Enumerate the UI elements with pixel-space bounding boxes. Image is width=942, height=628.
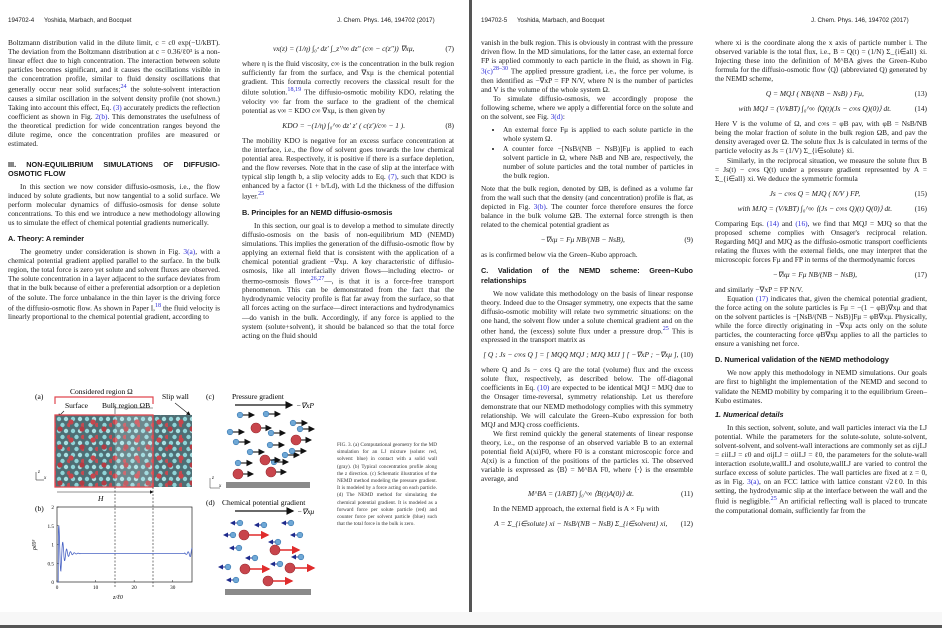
- subsection-heading: B. Principles for an NEMD diffusio-osmosis: [242, 207, 393, 217]
- page-number: 194702-5: [481, 17, 508, 24]
- surface-label: Surface: [65, 401, 88, 410]
- equation-7: vx(z) = (1/η) ∫₀ᶻ dz′ ∫_z′^∞ dz″ (c∞ − c(z″)) ∇xμ, (7): [273, 44, 454, 53]
- subsection-heading: D. Numerical validation of the NEMD methodology: [715, 355, 889, 365]
- equation-16: with MJQ = (V/kBT) ∫₀^∞ ⟨(Js − c∞s Q)(t) Q(0)⟩ dt. (16): [737, 203, 927, 213]
- bulk-region-label: Bulk region ΩB: [102, 401, 151, 410]
- subsection-heading: A. Theory: A reminder: [8, 234, 85, 244]
- figure-link[interactable]: 3(a): [747, 476, 759, 486]
- equation-9: −∇xμ = Fμ NB/(NB − NsB), (9): [540, 235, 693, 245]
- axis-label-x: x: [44, 476, 47, 481]
- running-authors: Yoshida, Marbach, and Bocquet: [517, 17, 605, 24]
- solvent-particle: [252, 555, 258, 561]
- paragraph: In this section, solvent, solute, and wall particles interact via the LJ potential. While the parameters for the solute-solute, solute-solvent, solvent-solvent, and solvent-wall interactions are commonly set as εijLJ = εiiLJ = ε0 and σijLJ = σiiLJ = ℓ0, the parameters for the solute-wall interaction εsolute,wallLJ and σsolute,wallLJ are varied to control the surface excess of solute particles. The wall particles are fixed at z = 0, as in Fig. 3(a), on an FCC lattice with lattice constant √2ℓ0. In this setting, the hydrodynamic slip at the interface between the wall and the fluid is negligible.$^{25}$ An artificial reflecting wall is placed to truncate the computational domain, sufficiently far from the: [715, 422, 928, 515]
- solute-particle: [240, 564, 250, 574]
- equation-link[interactable]: (10): [537, 383, 550, 393]
- solute-particle: [251, 423, 261, 433]
- equation-link[interactable]: (16): [795, 218, 808, 228]
- bullet-item: • An external force Fμ is applied to each solute particle in the whole system Ω.: [503, 125, 693, 143]
- equation-15: Js − c∞s Q = MJQ ( N/V ) FP, (15): [769, 188, 927, 198]
- axis-label-x-c: x: [219, 484, 222, 489]
- H-label: H: [98, 494, 104, 503]
- solute-particle: [260, 455, 270, 465]
- citation-link[interactable]: 25: [770, 496, 777, 503]
- citation-link[interactable]: 28–30: [492, 66, 509, 73]
- paragraph: In this section we now consider diffusio-osmosis, i.e., the flow induced by solute gradients, but now tangential to a solid surface. We perform molecular dynamics of diffusio-osmosis for dense solute concentrations. To this end we introduce a new methodology allowing us to simulate the effect of chemical potential gradients numerically.: [8, 182, 220, 228]
- pressure-particles: [227, 411, 314, 479]
- citation-link[interactable]: 18: [154, 302, 162, 309]
- panel-label-b: (b): [35, 504, 44, 513]
- solvent-particle: [297, 532, 303, 538]
- right-column-1: [481, 38, 693, 534]
- solvent-particle: [282, 452, 288, 458]
- y-tick-label: 2: [51, 505, 54, 511]
- right-page: [473, 0, 942, 620]
- solvent-particle: [237, 412, 243, 418]
- panel-label-d: (d): [206, 498, 215, 507]
- citation-link[interactable]: 26,27: [310, 275, 325, 282]
- solute-particle: [233, 469, 243, 479]
- considered-region-label: Considered region Ω: [70, 387, 133, 396]
- solvent-particle: [298, 554, 304, 560]
- citation-link[interactable]: 18,19: [287, 87, 302, 94]
- y-tick-label: 0.5: [47, 561, 54, 568]
- solute-particle: [285, 563, 295, 573]
- equation-12: A = Σ_{i∈solute} xi − NsB/(NB − NsB) Σ_{i∈solvent} xi, (12): [494, 519, 693, 529]
- axis-label-z: z: [38, 470, 40, 475]
- paragraph: and similarly −∇xP = FP N/V.: [715, 285, 804, 295]
- solvent-particle: [263, 411, 269, 417]
- figure-link[interactable]: 3(a): [183, 247, 196, 257]
- paragraph: where η is the fluid viscosity, c∞ is the concentration in the bulk region sufficiently far from the surface, and ∇xμ is the chemical potential gradient. This formula correctly recovers the classical result for the dilute solution.$^{18,19}$ The diffusio-osmotic mobility KDO, relating the velocity v∞ far from the surface to the gradient of the chemical potential as v∞ = KDO c∞ ∇xμ, is then given by: [242, 59, 455, 115]
- section-heading: III. NON-EQUILIBRIUM SIMULATIONS OF DIFFUSIO-OSMOTIC FLOW: [8, 160, 220, 178]
- solvent-particle: [233, 439, 239, 445]
- slip-wall-pointer: [175, 403, 190, 415]
- density-curve: [57, 526, 192, 582]
- equation-11: M^BA = (1/kBT) ∫₀^∞ ⟨B(t)A(0)⟩ dt. (11): [528, 488, 693, 498]
- pressure-gradient-label: Pressure gradient: [232, 392, 284, 401]
- equation-10: [ Q ; Js − c∞s Q ] = [ MQQ MQJ ; MJQ MJJ ] [ −∇xP ; −∇xμ ], (10): [483, 350, 693, 360]
- paragraph: Similarly, in the reciprocal situation, we measure the solute flux B = Js(t) − c∞s Q(t) under a pressure gradient represented by A = Σ_{i∈all} xi. We deduce the symmetric formula: [715, 155, 927, 183]
- running-authors: Yoshida, Marbach, and Bocquet: [44, 17, 132, 24]
- solute-particle: [239, 530, 249, 540]
- plot-x-axis-label: z/ℓ0: [113, 594, 123, 601]
- solvent-particle: [261, 522, 267, 528]
- paragraph: Boltzmann distribution valid in the dilute limit, c = c0 exp(−U/kBT). The deviation from the Boltzmann distribution at c = 0.36/ℓ0³ is a non-linear effect due to high concentration. The interaction between solute particles becomes significant, and it causes the oscillations visible in the concentration profile, similar to fluid density oscillations that generally occur near solid surfaces;$^{24}$ the solute-solvent interaction causes a similar oscillation in the solvent density profile (not shown.) Taking into account this effect, Eq. (3) accurately predicts the reflection coefficient as shown in Fig. 2(b). This demonstrates the usefulness of the theoretical prediction for wide concentration ranges beyond the dilute regime, once the concentration profiles are measured or estimated.: [8, 38, 220, 148]
- chem-gradient-label: Chemical potential gradient: [222, 498, 306, 507]
- paragraph: Here V is the volume of Ω, and c∞s = φB ρav, with φB = NsB/NB being the molar fraction of solute in the bulk region ΩB, and ρav the density averaged over Ω. The solute flux Js is calculated in terms of the particle velocity as Js = (1/V) Σ_{i∈solute} ẋi.: [715, 119, 927, 156]
- solvent-particle: [227, 429, 233, 435]
- y-tick-label: 1.5: [47, 523, 54, 530]
- solvent-particle: [237, 520, 243, 526]
- paragraph: In the NEMD approach, the external field is A × Fμ with: [493, 503, 660, 513]
- solvent-particle: [275, 539, 281, 545]
- paragraph: where Q and Js − c∞s Q are the total (volume) flux and the excess solute flux, respectively, as described below. The off-diagonal coefficients in Eq. (10) are expected to be identical MQJ = MJQ due to the Onsager time-reversal, symmetry relationship. Let us therefore demonstrate that our NEMD methodology complies with this symmetry relationship. We will calculate the Green–Kubo expression for both MQJ and MJQ cross coefficients.: [481, 365, 693, 429]
- subsubsection-heading: 1. Numerical details: [715, 409, 784, 419]
- solvent-particle: [277, 561, 283, 567]
- equation-17: −∇xμ = Fμ NB/(NB − NsB), (17): [772, 269, 927, 279]
- solute-particle: [291, 435, 301, 445]
- left-column-2: [242, 38, 454, 340]
- bulk-region-highlight: [115, 415, 153, 487]
- figure-link[interactable]: 3(c): [481, 66, 493, 76]
- y-tick-label: 0: [51, 580, 54, 586]
- solvent-particle: [233, 577, 239, 583]
- axis-label-z-c: z: [212, 476, 214, 481]
- panel-label-c: (c): [206, 392, 215, 401]
- bullet-list: [481, 125, 693, 180]
- equation-link[interactable]: (17): [755, 294, 769, 304]
- solvent-particle: [267, 442, 273, 448]
- x-tick-label: 10: [92, 585, 99, 591]
- solvent-particle: [247, 449, 253, 455]
- equation-14: with MQJ = (V/kBT) ∫₀^∞ ⟨Q(t)(Js − c∞s Q)(0)⟩ dt. (14): [738, 104, 927, 114]
- right-column-2: [715, 38, 927, 515]
- paragraph: The mobility KDO is negative for an excess surface concentration at the interface, i.e., the flow of solvent goes towards the low chemical potential area. Respectively, it is positive if there is a surface depletion, and the flow reverses. Note that in the case of slip at the interface with typical slip length b, a slip velocity adds to Eq. (7), such that KDO is enhanced by a factor (1 + b/Ld), with Ld the thickness of the diffusion layer.$^{25}$: [242, 135, 455, 201]
- paragraph: We first remind quickly the general statements of linear response theory, i.e., on the response of an observed variable B to an external potential field A(xi)F0, where F0 is a constant microscopic force and A(xi) is a function of the positions of the particles xi. The observed variable is expressed as ⟨B⟩ = M^BA F0, where ⟨·⟩ is the ensemble average, and: [481, 428, 693, 483]
- plot-frame: [57, 507, 192, 582]
- paragraph: where xi is the coordinate along the x axis of particle number i. The observed variable is the total flux, i.e., B = Q(t) = (1/N) Σ_{i∈all} ẋi. Injecting these into the definition of M^BA gives the Green–Kubo formula for the diffusio-osmotic flow ⟨Q⟩ (abbreviated Q) generated by the NEMD scheme,: [715, 38, 927, 84]
- paragraph: In this section, our goal is to develop a method to simulate directly diffusio-osmosis on the basis of non-equilibrium MD (NEMD) simulations. This implies the generation of the diffusio-osmotic flow by applying an external field that is consistent with the application of a chemical potential gradient −∇xμ. A key characteristic of diffusio-osmosis, like all interfacially driven flows—including electro- or thermo-osmosis flows$^{26,27}$—, is that it is a force-free transport phenomenon. This can be demonstrated from the fact that the hydrodynamic velocity profile is flat far away from the surface, so that all forces acting on the surface—direct interactions and hydrodynamics—do vanish in the bulk. Accordingly, if any force is applied to the system (solute+solvent), it should be balanced so that the total force acting on the fluid should: [242, 220, 454, 340]
- equation-link[interactable]: (7): [388, 172, 397, 181]
- paragraph: as is confirmed below via the Green–Kubo approach.: [481, 250, 638, 260]
- panel-label-a: (a): [35, 392, 44, 401]
- equation-13: Q = MQJ ( NB/(NB − NsB) ) Fμ, (13): [765, 89, 927, 99]
- page-number: 194702-4: [8, 17, 35, 24]
- plot-y-axis-label: ρℓ0³: [32, 539, 38, 550]
- chem-gradient-symbol: −∇xμ: [297, 507, 315, 516]
- bullet-item: • A counter force −[NsB/(NB − NsB)]Fμ is applied to each solvent particle in Ω, where NsB and NB are, respectively, the number of solute particles and the total number of particles in the bulk region.: [503, 144, 693, 180]
- paragraph: Comparing Eqs. (14) and (16), we find that MQJ = MJQ so that the proposed scheme complies with Onsager's reciprocal relation. Regarding MQJ and MJQ as the diffusio-osmotic transport coefficients relating the fluxes with the external fields, one may interpret that the microscopic forces Fμ and FP in terms of the thermodynamic forces: [715, 218, 927, 264]
- solvent-particle: [289, 448, 295, 454]
- solute-particle: [266, 467, 276, 477]
- solute-particle: [263, 576, 273, 586]
- solvent-particle: [235, 460, 241, 466]
- solvent-particle: [225, 564, 231, 570]
- solvent-particle: [236, 545, 242, 551]
- solvent-particle: [268, 430, 274, 436]
- solute-particle: [270, 545, 280, 555]
- paragraph: Note that the bulk region, denoted by ΩB, is defined as a volume far from the wall such that the density (and concentration) profile is flat, as depicted in Fig. 3(b). The counter force therefore ensures the force balance in the bulk volume ΩB. The external force strength is then related to the chemical potential gradient as: [481, 184, 693, 230]
- citation-link[interactable]: 24: [120, 84, 127, 91]
- x-tick-label: 20: [131, 585, 137, 591]
- viewer-bottom-band: [0, 612, 942, 625]
- page-divider: [469, 0, 472, 628]
- y-tick-label: 1: [51, 542, 54, 549]
- solvent-particle: [288, 520, 294, 526]
- chemical-particles: [219, 520, 314, 586]
- subsection-heading: C. Validation of the NEMD scheme: Green–Kubo relationships: [481, 266, 693, 285]
- figure-link[interactable]: 3(b): [533, 202, 546, 212]
- x-tick-label: 30: [170, 585, 176, 591]
- left-page: [0, 0, 469, 620]
- figure-link[interactable]: 3(d): [550, 111, 563, 121]
- slip-wall-label: Slip wall: [162, 392, 189, 401]
- solvent-particle: [230, 532, 236, 538]
- x-tick-label: 0: [55, 585, 59, 591]
- equation-link[interactable]: (3): [113, 102, 122, 112]
- citation-link[interactable]: 25: [662, 325, 669, 332]
- left-column-1: [8, 38, 220, 321]
- solvent-particle: [297, 426, 303, 432]
- wall-c: [226, 482, 310, 488]
- paragraph: The geometry under consideration is shown in Fig. 3(a), with a chemical potential gradient applied parallel to the surface. In the bulk region, the total force is zero yet solute and solvent fluxes are observed. The solute concentration in a layer adjacent to the surface deviates from that in the bulk because of either a preferential adsorption or a depletion of the solute. The force unbalance in the thin layer is the driving force of the diffusio-osmotic flow. As shown in Paper I,$^{18}$ the fluid velocity is linearly proportional to the chemical potential gradient, according to: [8, 247, 221, 322]
- journal-citation: J. Chem. Phys. 146, 194702 (2017): [337, 17, 435, 24]
- journal-citation: J. Chem. Phys. 146, 194702 (2017): [811, 17, 909, 24]
- paragraph: Equation (17) indicates that, given the chemical potential gradient, the force acting on the solute particles is Fμ = −(1 − φB)∇xμ and that on the solvent particles is −[NsB/(NB − NsB)]Fμ = φB∇xμ. Physically, while the force directly originating in −∇xμ acts only on the solute particles, the counteracting force φB∇xμ applies to all the particles to ensure a vanishing net force.: [715, 294, 927, 349]
- paragraph: To simulate diffusio-osmosis, we accordingly propose the following scheme, where we apply a differential force on the solute and on the solvent, see Fig. 3(d):: [481, 93, 693, 121]
- figure-link[interactable]: 2(b): [95, 111, 108, 121]
- pressure-gradient-symbol: −∇xP: [296, 401, 314, 410]
- equation-8: KDO = −(1/η) ∫₀^∞ dz′ z′ ( c(z′)/c∞ − 1 ). (8): [282, 120, 454, 130]
- figure-caption: FIG. 3. (a) Computational geometry for the MD simulation for an LJ mixture (solute: red, solvent: blue) in contact with a solid wall (gray). (b) Typical concentration profile along the z direction. (c) Schematic illustration of the NEMD method modeling the pressure gradient. It is modeled by a force acting on each particle. (d) The NEMD method for simulating the chemical potential gradient. It is modeled as a forward force per solute particle (red) and counter force per solvent particle (blue) such that the total force in the bulk is zero.: [337, 442, 437, 528]
- wall-d: [225, 589, 311, 595]
- equation-link[interactable]: (14): [766, 218, 779, 228]
- paragraph: We now validate this methodology on the basis of linear response theory. Indeed due to the Onsager symmetry, one expects that the same diffusio-osmotic mobility will relate two symmetric situations: on the one hand, the solvent flow under a solute chemical gradient and on the other hand, the (excess) solute flux under a pressure drop.$^{25}$ This is expressed in the transport matrix as: [481, 288, 693, 345]
- paragraph: We now apply this methodology in NEMD simulations. Our goals are first to highlight the implementation of the NEMD and second to validate the NEMD mobility by comparing it to the equilibrium Green–Kubo estimates.: [715, 368, 927, 405]
- citation-link[interactable]: 25: [258, 191, 265, 198]
- paragraph: vanish in the bulk region. This is obviously in contrast with the pressure driven flow. In the MD simulations, for the latter case, an external force FP is applied commonly to each particle in the fluid, as shown in Fig. $3(c)^{28-30}$ The applied pressure gradient, i.e., the force per volume, is then identified as −∇xP = FP N/V, where N is the number of particles and V is the volume of the whole system Ω.: [481, 38, 693, 94]
- solvent-particle: [290, 420, 296, 426]
